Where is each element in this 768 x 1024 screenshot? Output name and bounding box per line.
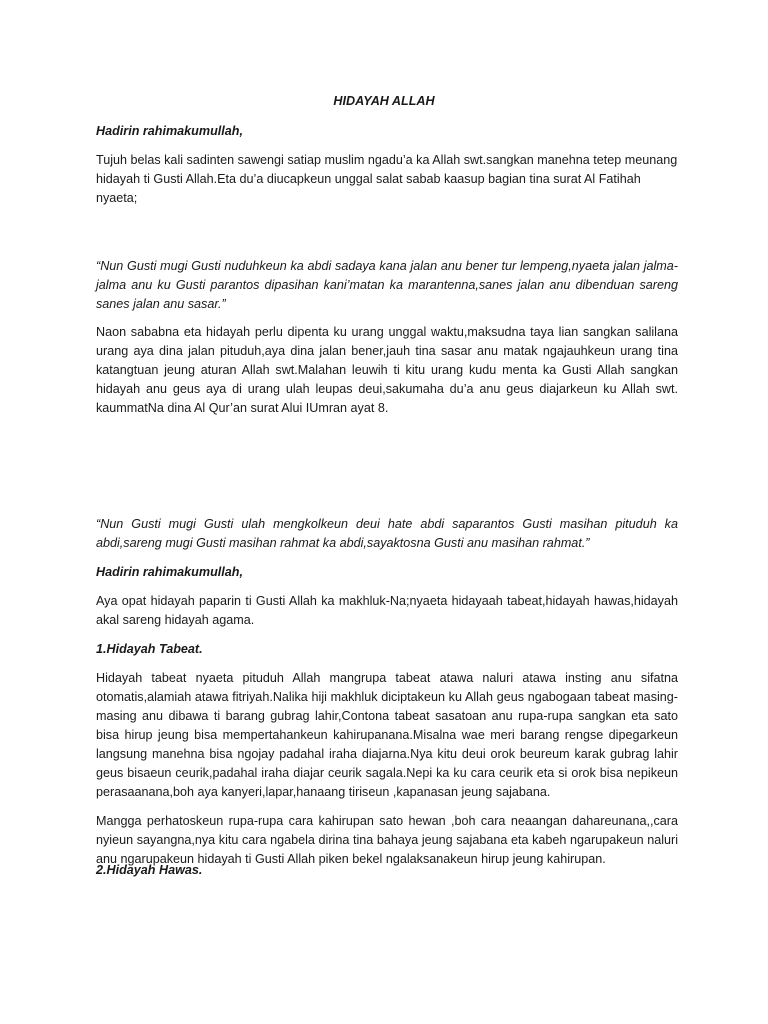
document-title: HIDAYAH ALLAH xyxy=(333,94,435,108)
paragraph: Aya opat hidayah paparin ti Gusti Allah ka makhluk-Na;nyaeta hidayaah tabeat,hidayah hawas,hidayah akal sareng hidayah agama. xyxy=(96,594,678,627)
section-heading: 2.Hidayah Hawas. xyxy=(96,863,203,877)
paragraph: Naon sababna eta hidayah perlu dipenta ku urang unggal waktu,maksudna taya lian sangkan salilana urang aya dina jalan pituduh,aya dina jalan bener,jauh tina sasar anu matak ngajauhkeun urang tina katangtuan jeung aturan Allah swt.Malahan leuwih ti kitu urang kudu menta ka Gusti Allah sangkan hidayah anu geus aya di urang ulah leupas deui,sakumaha du’a anu geus diajarkeun ku Allah swt. kaummatNa dina Al Qur’an surat Alui IUmran ayat 8. xyxy=(96,325,678,415)
salutation: Hadirin rahimakumullah, xyxy=(96,565,243,579)
paragraph: Hidayah tabeat nyaeta pituduh Allah mangrupa tabeat atawa naluri atawa insting anu sifatna otomatis,alamiah atawa fitriyah.Nalika hiji makhluk diciptakeun ku Allah geus ngabogaan tabeat masing-masing anu dibawa ti barang gubrag lahir,Contona tabeat sasatoan anu rupa-rupa sangkan eta sato bisa hirup jeung bisa mempertahankeun kahirupanana.Misalna wae meri barang rengse dipegarkeun langsung manehna bisa ngojay padahal iraha diajarna.Nya kitu deui orok beureum karak gubrag lahir geus bisaeun ceurik,padahal iraha diajar ceurik sagala.Nepi ka ku cara ceurik eta si orok bisa nepikeun perasaanana,boh aya kanyeri,lapar,hanaang tiriseun ,kapanasan jeung sajabana. xyxy=(96,671,678,799)
quote: “Nun Gusti mugi Gusti ulah mengkolkeun deui hate abdi saparantos Gusti masihan pituduh ka abdi,sareng mugi Gusti masihan rahmat ka abdi,sayaktosna Gusti anu masihan rahmat.” xyxy=(96,517,678,550)
quote: “Nun Gusti mugi Gusti nuduhkeun ka abdi sadaya kana jalan anu bener tur lempeng,nyaeta jalan jalma-jalma anu ku Gusti parantos dipasihan kani’matan ka marantenna,sanes jalan anu dibenduan sareng sanes jalan anu sasar.” xyxy=(96,259,678,311)
paragraph: Mangga perhatoskeun rupa-rupa cara kahirupan sato hewan ,boh cara neaangan dahareunana,,cara nyieun sayangna,nya kitu cara ngabela dirina tina bahaya jeung sajabana eta kabeh ngarupakeun naluri anu ngarupakeun hidayah ti Gusti Allah piken bekel ngalaksanakeun hirup jeung kahirupan. xyxy=(96,814,678,866)
paragraph: Tujuh belas kali sadinten sawengi satiap muslim ngadu’a ka Allah swt.sangkan manehna tetep meunang hidayah ti Gusti Allah.Eta du’a diucapkeun unggal salat sabab kaasup bagian tina surat Al Fatihah nyaeta; xyxy=(96,153,678,205)
section-heading: 1.Hidayah Tabeat. xyxy=(96,642,203,656)
salutation: Hadirin rahimakumullah, xyxy=(96,124,243,138)
